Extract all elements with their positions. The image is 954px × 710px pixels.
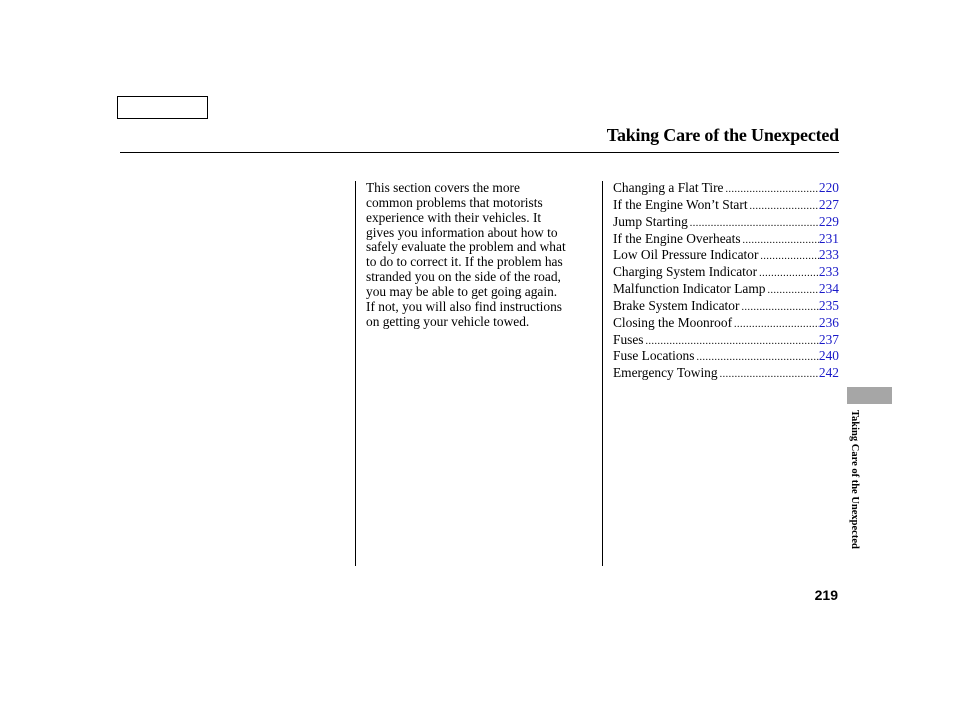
toc-leader-dots	[723, 183, 818, 198]
toc-entry-title: Low Oil Pressure Indicator	[613, 247, 759, 263]
toc-page-link[interactable]: 220	[818, 180, 839, 195]
toc-entry-emergency-towing[interactable]	[613, 366, 839, 383]
toc-page-link[interactable]: 233	[818, 264, 839, 280]
intro-paragraph	[366, 181, 598, 329]
toc-entry-brake-system[interactable]	[613, 299, 839, 316]
toc-leader-dots	[741, 234, 819, 249]
toc-entry-title: Emergency Towing	[613, 365, 718, 381]
page-title: Taking Care of the Unexpected	[606, 125, 839, 145]
toc-entry-changing-flat-tire[interactable]	[613, 181, 839, 198]
top-left-box	[117, 96, 208, 119]
toc-entry-title: Charging System Indicator	[613, 264, 758, 280]
toc-page-link[interactable]: 236	[818, 314, 839, 330]
intro-line: gives you information about how to	[366, 224, 558, 240]
toc-entry-title: If the Engine Won’t Start	[613, 196, 748, 212]
toc-leader-dots	[718, 368, 819, 383]
intro-line: safely evaluate the problem and what	[366, 239, 566, 255]
toc-leader-dots	[765, 284, 818, 299]
toc-entry-low-oil-pressure[interactable]	[613, 248, 839, 265]
toc-entry-title: If the Engine Overheats	[613, 230, 741, 246]
intro-line: This section covers the more	[366, 180, 520, 195]
toc-entry-title: Changing a Flat Tire	[613, 180, 724, 195]
intro-line: you may be able to get going again.	[366, 283, 558, 299]
page-number: 219	[814, 587, 838, 603]
left-column-rule	[355, 181, 356, 566]
section-tab-marker	[847, 387, 892, 404]
toc-page-link[interactable]: 233	[818, 247, 839, 263]
section-tab-label: Taking Care of the Unexpected	[849, 410, 860, 549]
toc-leader-dots	[739, 301, 818, 316]
intro-line: common problems that motorists	[366, 194, 543, 210]
toc-entry-malfunction-lamp[interactable]	[613, 282, 839, 299]
toc-entry-engine-wont-start[interactable]	[613, 198, 839, 215]
toc-entry-title: Jump Starting	[613, 213, 688, 229]
toc-entry-charging-system[interactable]	[613, 265, 839, 282]
toc-entry-engine-overheats[interactable]	[613, 232, 839, 249]
title-divider	[120, 152, 839, 153]
toc-leader-dots	[688, 217, 819, 232]
toc-page-link[interactable]: 234	[818, 281, 839, 297]
intro-line: experience with their vehicles. It	[366, 209, 542, 225]
toc-page-link[interactable]: 235	[818, 297, 839, 313]
toc-page-link[interactable]: 229	[818, 213, 839, 229]
toc-entry-title: Malfunction Indicator Lamp	[613, 281, 766, 297]
toc-page-link[interactable]: 242	[818, 365, 839, 381]
intro-line: If not, you will also find instructions	[366, 298, 563, 314]
toc-leader-dots	[757, 267, 819, 282]
intro-line: to do to correct it. If the problem has	[366, 254, 563, 270]
toc-entry-fuse-locations[interactable]	[613, 349, 839, 366]
toc-entry-jump-starting[interactable]	[613, 215, 839, 232]
toc-page-link[interactable]: 231	[818, 230, 839, 246]
toc-entry-title: Brake System Indicator	[613, 297, 740, 313]
toc-leader-dots	[748, 200, 819, 215]
toc-entry-title: Closing the Moonroof	[613, 314, 733, 330]
toc-entry-title: Fuse Locations	[613, 348, 695, 364]
toc-page-link[interactable]: 237	[818, 331, 839, 347]
toc-page-link[interactable]: 240	[818, 348, 839, 364]
table-of-contents	[613, 181, 839, 383]
middle-column-rule	[602, 181, 603, 566]
toc-page-link[interactable]: 227	[818, 196, 839, 212]
toc-entry-title: Fuses	[613, 331, 644, 347]
intro-line: on getting your vehicle towed.	[366, 313, 530, 329]
toc-leader-dots	[644, 335, 819, 350]
intro-line: stranded you on the side of the road,	[366, 269, 561, 285]
toc-leader-dots	[758, 250, 819, 265]
toc-entry-fuses[interactable]	[613, 333, 839, 350]
toc-leader-dots	[694, 351, 818, 366]
toc-entry-closing-moonroof[interactable]	[613, 316, 839, 333]
toc-leader-dots	[732, 318, 819, 333]
